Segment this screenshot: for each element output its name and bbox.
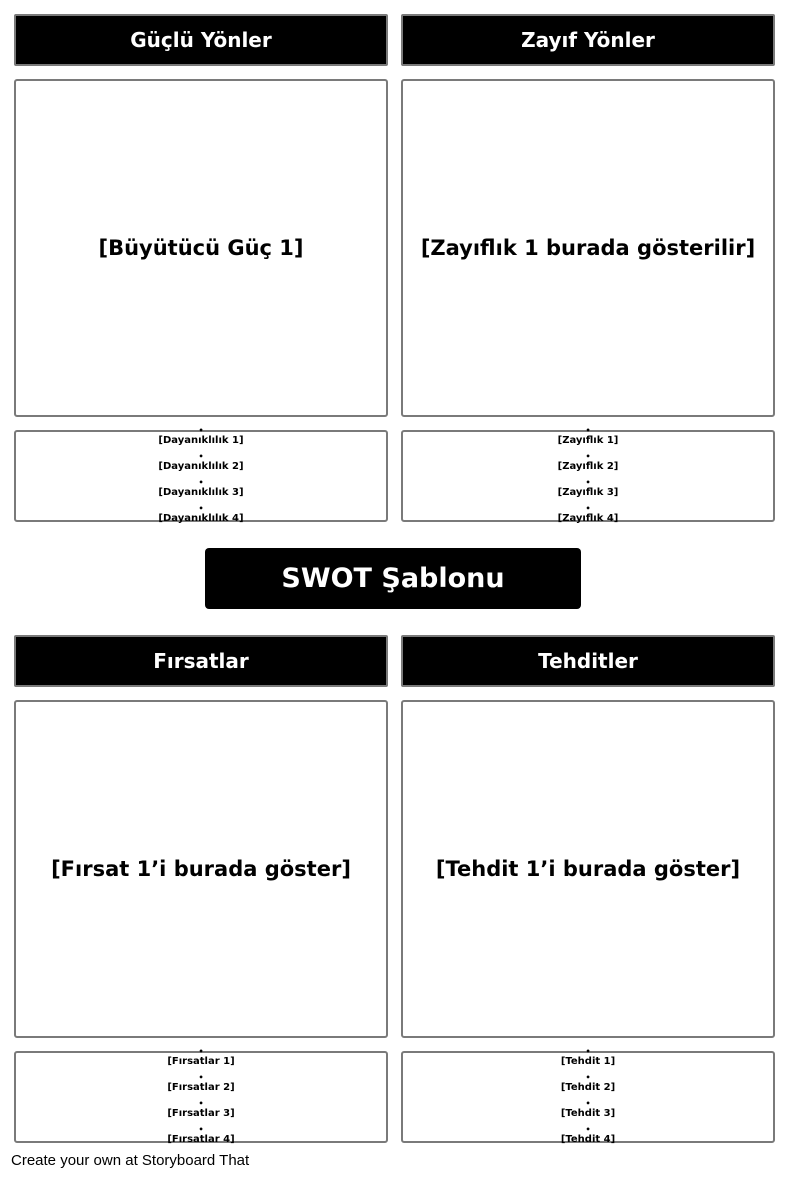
list-item bbox=[16, 452, 386, 478]
bullet-text: [Tehdit 2] bbox=[560, 1082, 616, 1093]
bullet-marker: • bbox=[585, 504, 591, 513]
bullet-text: [Tehdit 3] bbox=[560, 1108, 616, 1119]
bullet-text: [Dayanıklılık 2] bbox=[158, 461, 244, 472]
bullet-text: [Fırsatlar 2] bbox=[167, 1082, 235, 1093]
bullet-marker: • bbox=[198, 426, 204, 435]
bullet-text: [Zayıflık 4] bbox=[557, 513, 619, 524]
threats-panel-text: [Tehdit 1’i burada göster] bbox=[435, 857, 741, 881]
swot-title-text: SWOT Şablonu bbox=[281, 563, 505, 594]
weaknesses-bullet-list bbox=[403, 426, 773, 530]
list-item bbox=[16, 1047, 386, 1073]
list-item bbox=[16, 426, 386, 452]
weaknesses-header bbox=[401, 14, 775, 66]
bullet-marker: • bbox=[198, 1125, 204, 1134]
bullet-marker: • bbox=[198, 478, 204, 487]
opportunities-bullets[interactable] bbox=[14, 1047, 388, 1145]
list-item bbox=[403, 504, 773, 530]
opportunities-panel-text: [Fırsat 1’i burada göster] bbox=[51, 857, 351, 881]
bullet-marker: • bbox=[198, 1099, 204, 1108]
bullet-text: [Fırsatlar 1] bbox=[167, 1056, 235, 1067]
list-item bbox=[16, 1125, 386, 1151]
weaknesses-panel[interactable] bbox=[401, 79, 775, 417]
bullet-marker: • bbox=[198, 1047, 204, 1056]
bullet-text: [Zayıflık 1] bbox=[557, 435, 619, 446]
list-item bbox=[16, 504, 386, 530]
list-item bbox=[403, 1125, 773, 1151]
bullet-marker: • bbox=[198, 452, 204, 461]
threats-header-label: Tehditler bbox=[538, 649, 638, 673]
list-item bbox=[16, 478, 386, 504]
strengths-bullet-list bbox=[16, 426, 386, 530]
opportunities-bullet-list bbox=[16, 1047, 386, 1151]
list-item bbox=[403, 1047, 773, 1073]
opportunities-header bbox=[14, 635, 388, 687]
strengths-bullets[interactable] bbox=[14, 426, 388, 524]
list-item bbox=[16, 1099, 386, 1125]
bullet-marker: • bbox=[585, 1073, 591, 1082]
bullet-marker: • bbox=[585, 478, 591, 487]
strengths-header bbox=[14, 14, 388, 66]
strengths-header-label: Güçlü Yönler bbox=[130, 28, 272, 52]
weaknesses-bullets[interactable] bbox=[401, 426, 775, 524]
bullet-text: [Dayanıklılık 4] bbox=[158, 513, 244, 524]
threats-bullets[interactable] bbox=[401, 1047, 775, 1145]
threats-panel[interactable] bbox=[401, 700, 775, 1038]
bullet-marker: • bbox=[198, 1073, 204, 1082]
bullet-marker: • bbox=[198, 504, 204, 513]
threats-header bbox=[401, 635, 775, 687]
bullet-marker: • bbox=[585, 426, 591, 435]
bullet-text: [Tehdit 4] bbox=[560, 1134, 616, 1145]
list-item bbox=[403, 1073, 773, 1099]
list-item bbox=[403, 1099, 773, 1125]
list-item bbox=[16, 1073, 386, 1099]
opportunities-header-label: Fırsatlar bbox=[153, 649, 249, 673]
list-item bbox=[403, 426, 773, 452]
strengths-panel[interactable] bbox=[14, 79, 388, 417]
threats-bullet-list bbox=[403, 1047, 773, 1151]
bullet-marker: • bbox=[585, 1125, 591, 1134]
strengths-panel-text: [Büyütücü Güç 1] bbox=[98, 236, 304, 260]
swot-title bbox=[205, 548, 581, 609]
storyboard-that-link[interactable]: Create your own at Storyboard That bbox=[11, 1152, 250, 1169]
list-item bbox=[403, 478, 773, 504]
bullet-text: [Zayıflık 2] bbox=[557, 461, 619, 472]
weaknesses-header-label: Zayıf Yönler bbox=[521, 28, 655, 52]
bullet-text: [Dayanıklılık 3] bbox=[158, 487, 244, 498]
bullet-marker: • bbox=[585, 1099, 591, 1108]
bullet-text: [Fırsatlar 3] bbox=[167, 1108, 235, 1119]
bullet-marker: • bbox=[585, 452, 591, 461]
weaknesses-panel-text: [Zayıflık 1 burada gösterilir] bbox=[420, 236, 756, 260]
bullet-text: [Zayıflık 3] bbox=[557, 487, 619, 498]
bullet-text: [Dayanıklılık 1] bbox=[158, 435, 244, 446]
opportunities-panel[interactable] bbox=[14, 700, 388, 1038]
bullet-text: [Tehdit 1] bbox=[560, 1056, 616, 1067]
bullet-text: [Fırsatlar 4] bbox=[167, 1134, 235, 1145]
list-item bbox=[403, 452, 773, 478]
bullet-marker: • bbox=[585, 1047, 591, 1056]
